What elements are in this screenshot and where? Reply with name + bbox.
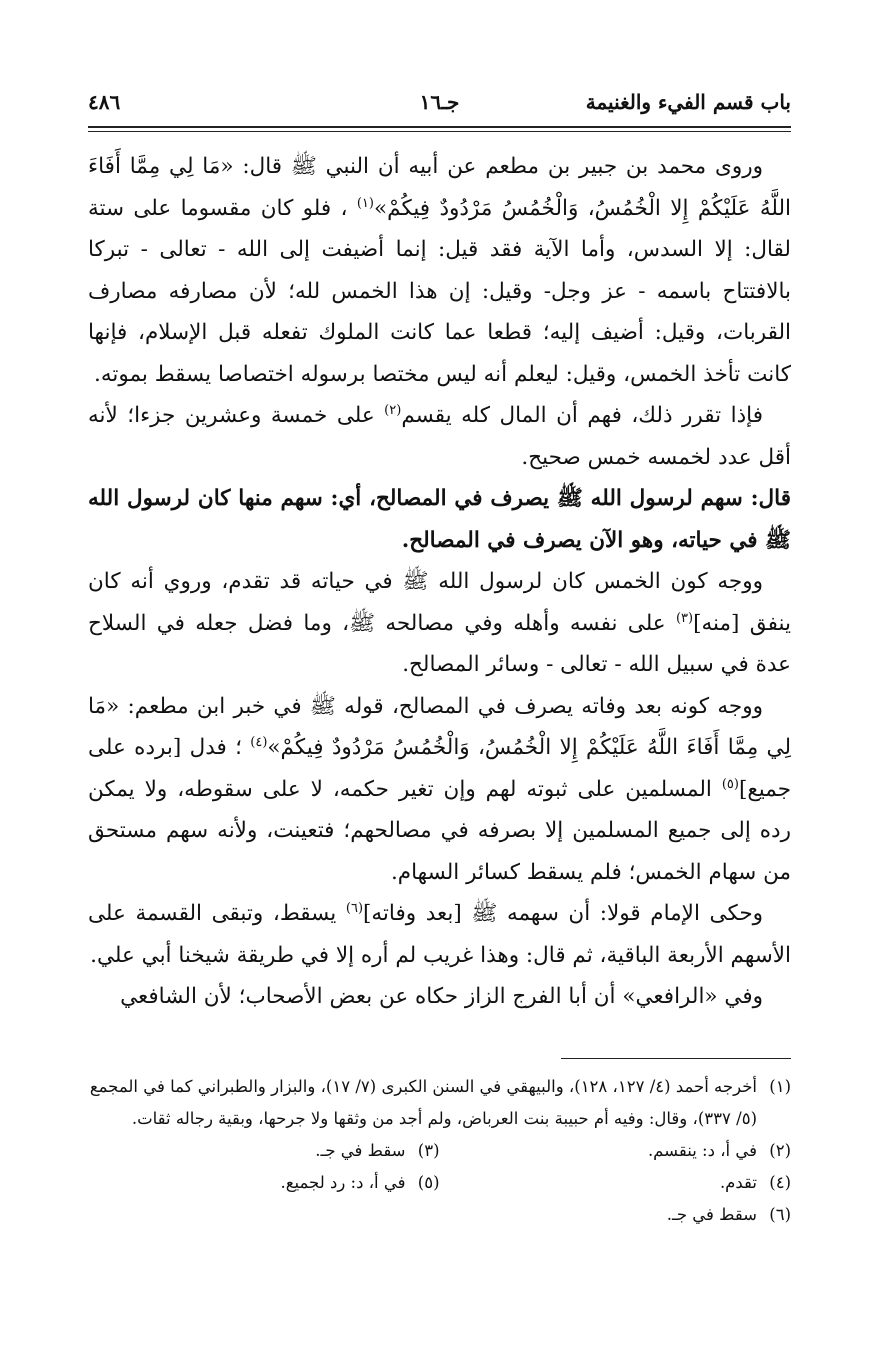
paragraph bbox=[88, 478, 791, 561]
paragraph-text: وفي «الرافعي» أن أبا الفرج الزاز حكاه عن بعض الأصحاب؛ لأن الشافعي bbox=[120, 984, 763, 1009]
paragraph-text: ؛ فدل [برده على جميع] bbox=[88, 735, 791, 802]
footnote-4 bbox=[440, 1167, 792, 1199]
page-number: ٤٨٦ bbox=[88, 90, 121, 114]
footnote-text: تقدم. bbox=[719, 1172, 757, 1192]
paragraph-text: قال: سهم لرسول الله ﷺ يصرف في المصالح، أي: سهم منها كان لرسول الله ﷺ في حياته، وهو الآن يصرف في المصالح. bbox=[88, 486, 791, 553]
paragraph-text: المسلمين على ثبوته لهم وإن تغير حكمه، لا على سقوطه، ولا يمكن رده إلى جميع المسلمين إلا بصرفه في مصالحهم؛ فتعينت، ولأنه سهم مستحق من سهام الخمس؛ فلم يسقط كسائر السهام. bbox=[88, 776, 791, 885]
footnote-1 bbox=[88, 1071, 791, 1135]
header-rule-thick bbox=[88, 126, 791, 128]
footnote-number: (٦) bbox=[769, 1204, 791, 1224]
paragraph-text: وحكى الإمام قولا: أن سهمه ﷺ [بعد وفاته] bbox=[363, 901, 763, 926]
footnote-reference: (٦) bbox=[345, 900, 364, 916]
footnote-reference: (٤) bbox=[250, 734, 268, 750]
footnote-text: في أ، د: ينقسم. bbox=[647, 1140, 757, 1160]
chapter-title: باب قسم الفيء والغنيمة bbox=[585, 90, 791, 114]
footnotes bbox=[88, 1071, 791, 1231]
volume-number: جـ١٦ bbox=[419, 90, 460, 114]
paragraph bbox=[88, 893, 791, 976]
footnote-row bbox=[88, 1135, 791, 1167]
footnote-2 bbox=[440, 1135, 792, 1167]
paragraph bbox=[88, 976, 791, 1018]
paragraph-text: على خمسة وعشرين جزءا؛ لأنه أقل عدد لخمسه خمس صحيح. bbox=[88, 403, 791, 470]
footnote-reference: (٢) bbox=[384, 402, 402, 418]
paragraph-text: على نفسه وأهله وفي مصالحه ﷺ، وما فضل جعله في السلاح عدة في سبيل الله - تعالى - وسائر المصالح. bbox=[88, 610, 791, 677]
paragraph bbox=[88, 146, 791, 395]
footnote-text: سقط في جـ. bbox=[315, 1140, 406, 1160]
footnote-reference: (٥) bbox=[721, 776, 739, 792]
paragraph bbox=[88, 395, 791, 478]
running-head bbox=[88, 80, 791, 124]
paragraph-text: وروى محمد بن جبير بن مطعم عن أبيه أن النبي ﷺ قال: «مَا لِي مِمَّا أَفَاءَ اللَّهُ عَلَيْكُمْ إِلا الْخُمُسُ، وَالْخُمُسُ مَرْدُودٌ فِيكُمْ» bbox=[88, 154, 791, 221]
footnote-5 bbox=[88, 1167, 440, 1199]
footnote-6 bbox=[88, 1199, 791, 1231]
footnote-separator bbox=[561, 1058, 791, 1059]
footnote-reference: (٣) bbox=[675, 610, 694, 626]
paragraph-text: ووجه كون الخمس كان لرسول الله ﷺ في حياته قد تقدم، وروي أنه كان ينفق [منه] bbox=[88, 569, 791, 636]
paragraph bbox=[88, 686, 791, 894]
footnote-text: أخرجه أحمد (٤/ ١٢٧، ١٢٨)، والبيهقي في السنن الكبرى (٧/ ١٧)، والبزار والطبراني كما في المجمع (٥/ ٣٣٧)، وقال: وفيه أم حبيبة بنت العرباض، ولم أجد من وثقها ولا جرحها، وبقية رجاله ثقات. bbox=[89, 1076, 757, 1128]
footnote-number: (٢) bbox=[769, 1140, 791, 1160]
paragraph-text: فإذا تقرر ذلك، فهم أن المال كله يقسم bbox=[401, 403, 763, 428]
footnote-text: سقط في جـ. bbox=[666, 1204, 757, 1224]
main-text bbox=[88, 146, 791, 1018]
paragraph bbox=[88, 561, 791, 686]
paragraph-text: ووجه كونه بعد وفاته يصرف في المصالح، قوله ﷺ في خبر ابن مطعم: «مَا لِي مِمَّا أَفَاءَ اللَّهُ عَلَيْكُمْ إِلا الْخُمُسُ، وَالْخُمُسُ مَرْدُودٌ فِيكُمْ» bbox=[88, 693, 791, 760]
footnote-reference: (١) bbox=[356, 195, 374, 211]
paragraph-text: ، فلو كان مقسوما على ستة لقال: إلا السدس، وأما الآية فقد قيل: إنما أضيفت إلى الله - تعالى - تبركا بالافتتاح باسمه - عز وجل- وقيل: إن هذا الخمس لله؛ لأن مصارفه مصارف القربات، وقيل: أضيف إليه؛ قطعا عما كانت الملوك تفعله قبل الإسلام، فإنها كانت تأخذ الخمس، وقيل: ليعلم أنه ليس مختصا برسوله اختصاصا يسقط بموته. bbox=[88, 195, 791, 387]
footnote-row bbox=[88, 1167, 791, 1199]
footnote-number: (٥) bbox=[417, 1172, 440, 1192]
footnote-3 bbox=[88, 1135, 440, 1167]
footnote-number: (٣) bbox=[417, 1140, 440, 1160]
footnote-text: في أ، د: رد لجميع. bbox=[280, 1172, 406, 1192]
footnote-number: (٤) bbox=[769, 1172, 791, 1192]
header-rule-thin bbox=[88, 131, 791, 132]
footnote-number: (١) bbox=[769, 1076, 791, 1096]
paragraph-text: يسقط، وتبقى القسمة على الأسهم الأربعة الباقية، ثم قال: وهذا غريب لم أره إلا في طريقة شيخنا أبي علي. bbox=[88, 901, 791, 968]
